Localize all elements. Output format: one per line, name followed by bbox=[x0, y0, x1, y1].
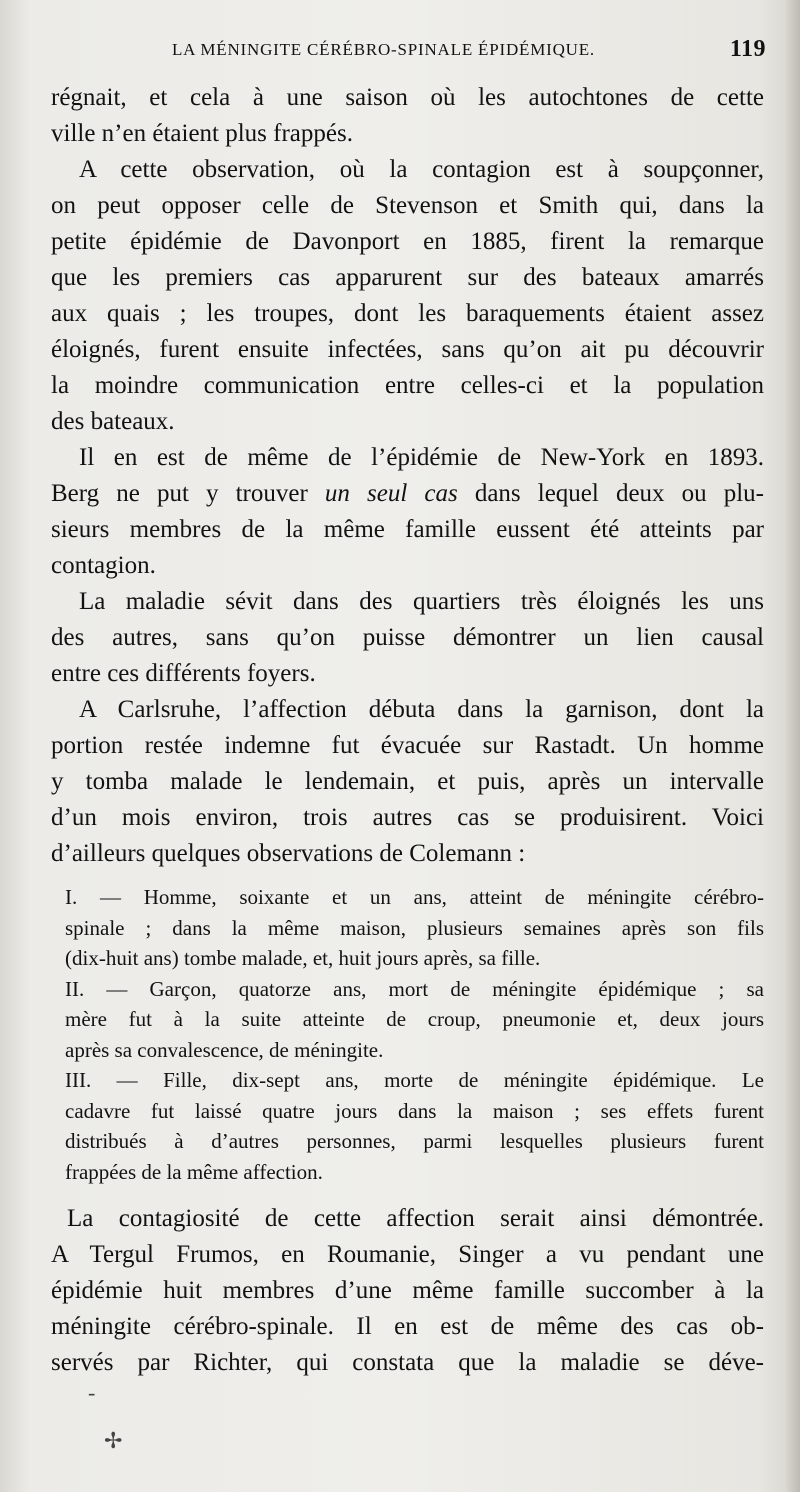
text-line: portion restée indemne fut évacuée sur Rastadt. Un homme bbox=[51, 732, 764, 759]
observations-block bbox=[51, 882, 764, 1187]
observation-line: cadavre fut laissé quatre jours dans la maison ; ses effets furent bbox=[65, 1098, 764, 1123]
text-line: Il en est de même de l’épidémie de New-York en 1893. bbox=[79, 444, 764, 471]
paragraph-6 bbox=[51, 1201, 764, 1381]
ink-speck: - bbox=[88, 1380, 96, 1405]
text-line: méningite cérébro-spinale. Il en est de même des cas ob- bbox=[51, 1313, 764, 1340]
body-text bbox=[51, 80, 764, 1381]
observation-line: distribués à d’autres personnes, parmi lesquelles plusieurs furent bbox=[65, 1129, 764, 1153]
text-line: sieurs membres de la même famille eussent été atteints par bbox=[51, 516, 764, 543]
text-line: que les premiers cas apparurent sur des bateaux amarrés bbox=[51, 264, 764, 291]
observation-line: après sa convalescence, de méningite. bbox=[65, 1037, 384, 1062]
text-line: des bateaux. bbox=[51, 408, 175, 435]
observation-line: spinale ; dans la même maison, plusieurs semaines après son fils bbox=[65, 915, 764, 940]
observation-line: frappées de la même affection. bbox=[65, 1159, 323, 1184]
paragraph-1 bbox=[51, 80, 764, 152]
text-line: A cette observation, où la contagion est à soupçonner, bbox=[79, 156, 764, 183]
spacer bbox=[51, 872, 764, 882]
paragraph-5 bbox=[51, 692, 764, 872]
running-title: LA MÉNINGITE CÉRÉBRO-SPINALE ÉPIDÉMIQUE. bbox=[172, 40, 595, 59]
observation-line: II. — Garçon, quatorze ans, mort de méningite épidémique ; sa bbox=[65, 976, 764, 1001]
italic-phrase: un seul cas bbox=[324, 480, 458, 507]
text-line: on peut opposer celle de Stevenson et Smith qui, dans la bbox=[51, 192, 764, 219]
observation-line: mère fut à la suite atteinte de croup, pneumonie et, deux jours bbox=[65, 1007, 764, 1031]
text-line: La maladie sévit dans des quartiers très éloignés les uns bbox=[79, 588, 764, 615]
observation-line: III. — Fille, dix-sept ans, morte de méningite épidémique. Le bbox=[65, 1068, 764, 1092]
page-edge-shadow bbox=[786, 0, 800, 1492]
text-line: Berg ne put y trouver un seul cas dans lequel deux ou plu- bbox=[51, 480, 764, 507]
text-line: épidémie huit membres d’une même famille succomber à la bbox=[51, 1277, 764, 1304]
text-line: des autres, sans qu’on puisse démontrer un lien causal bbox=[51, 624, 764, 651]
text-line: d’un mois environ, trois autres cas se produisirent. Voici bbox=[51, 804, 764, 831]
text-line: entre ces différents foyers. bbox=[51, 660, 316, 687]
text-line: La contagiosité de cette affection serait ainsi démontrée. bbox=[67, 1205, 764, 1232]
text-line: régnait, et cela à une saison où les autochtones de cette bbox=[51, 84, 764, 111]
text-line: servés par Richter, qui constata que la maladie se déve- bbox=[51, 1349, 764, 1376]
observation-line: I. — Homme, soixante et un ans, atteint de méningite cérébro- bbox=[65, 885, 764, 909]
text-line: petite épidémie de Davonport en 1885, firent la remarque bbox=[51, 228, 764, 255]
text-line: d’ailleurs quelques observations de Colemann : bbox=[51, 840, 526, 867]
text-line: éloignés, furent ensuite infectées, sans qu’on ait pu découvrir bbox=[51, 336, 764, 363]
page-header bbox=[172, 36, 766, 70]
text-line: aux quais ; les troupes, dont les baraquements étaient assez bbox=[51, 300, 764, 327]
page-number: 119 bbox=[729, 36, 766, 62]
paragraph-2 bbox=[51, 152, 764, 440]
text-line: la moindre communication entre celles-ci et la population bbox=[51, 372, 764, 399]
text-line: ville n’en étaient plus frappés. bbox=[51, 120, 353, 147]
observation-line: (dix-huit ans) tombe malade, et, huit jours après, sa fille. bbox=[65, 946, 541, 970]
text-line: A Carlsruhe, l’affection débuta dans la garnison, dont la bbox=[79, 696, 764, 723]
spacer bbox=[51, 1187, 764, 1201]
text-line: contagion. bbox=[51, 552, 156, 579]
ink-speck: ✢ bbox=[104, 1428, 123, 1453]
text-line: y tomba malade le lendemain, et puis, après un intervalle bbox=[51, 768, 764, 795]
text-line: A Tergul Frumos, en Roumanie, Singer a vu pendant une bbox=[51, 1241, 764, 1268]
paragraph-4 bbox=[51, 584, 764, 692]
paragraph-3 bbox=[51, 440, 764, 584]
